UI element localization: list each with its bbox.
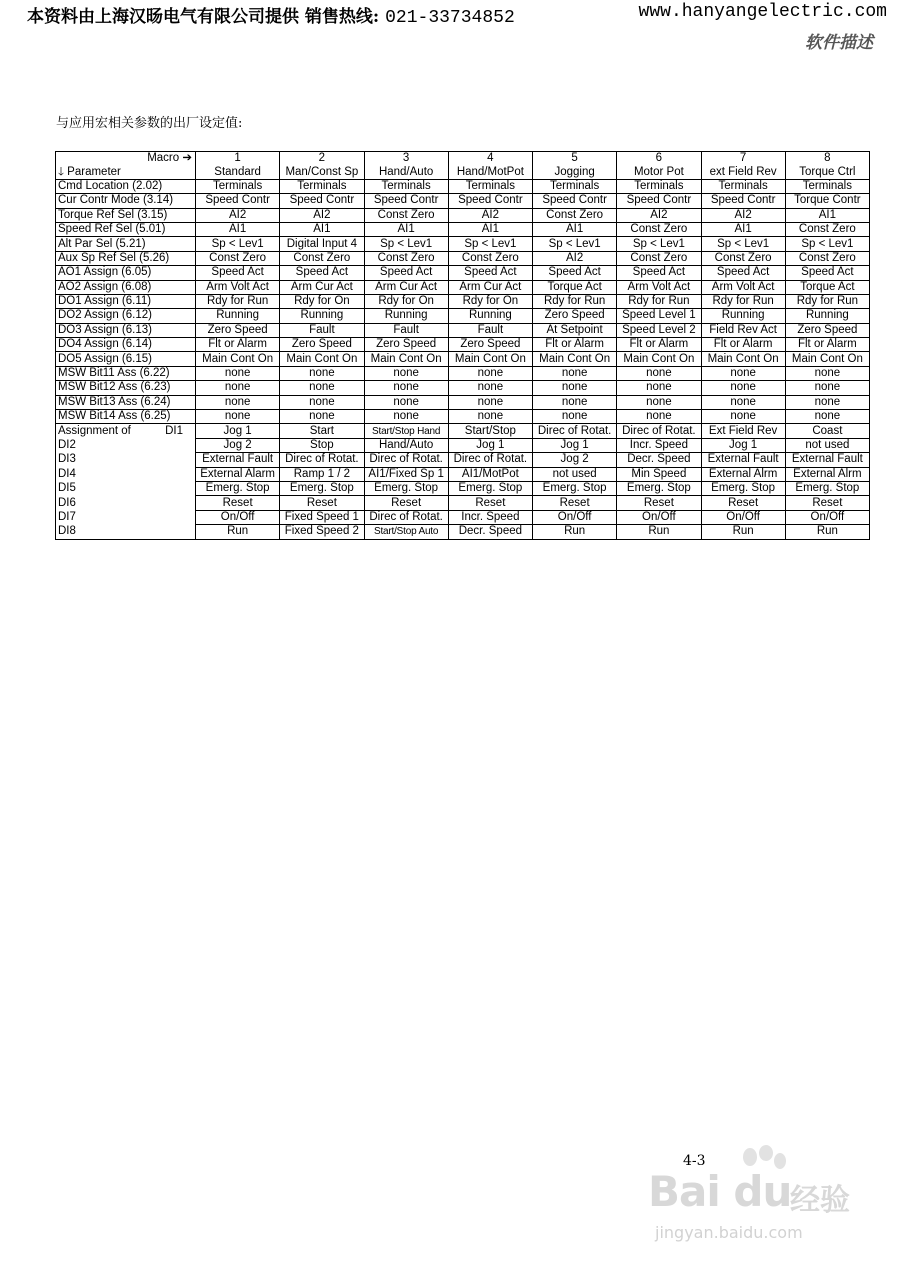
table-row xyxy=(56,410,870,424)
parameter-name: MSW Bit11 Ass (6.22) xyxy=(56,366,196,380)
parameter-value: none xyxy=(785,366,869,380)
di-value: Emerg. Stop xyxy=(364,481,448,495)
parameter-value: none xyxy=(196,381,280,395)
macro-number: 5 xyxy=(533,152,617,166)
parameter-value: Const Zero xyxy=(364,208,448,222)
parameter-value: Speed Contr xyxy=(533,194,617,208)
table-row-di xyxy=(56,481,870,495)
parameter-value: none xyxy=(701,381,785,395)
di-value: On/Off xyxy=(785,510,869,524)
di-value: External Alrm xyxy=(701,467,785,481)
di-name: DI5 xyxy=(56,481,196,495)
parameter-value: Arm Volt Act xyxy=(701,280,785,294)
parameter-value: Sp < Lev1 xyxy=(364,237,448,251)
parameter-name: MSW Bit13 Ass (6.24) xyxy=(56,395,196,409)
parameter-value: AI1 xyxy=(448,222,532,236)
parameter-value: Running xyxy=(280,309,364,323)
di-value: Reset xyxy=(280,496,364,510)
parameter-label: 🡓 Parameter xyxy=(56,165,196,179)
di-value: Fixed Speed 2 xyxy=(280,525,364,539)
parameter-value: none xyxy=(364,395,448,409)
di-value: Run xyxy=(196,525,280,539)
parameter-name: Aux Sp Ref Sel (5.26) xyxy=(56,251,196,265)
di-value: Reset xyxy=(617,496,701,510)
parameter-value: Speed Act xyxy=(280,266,364,280)
macro-number: 1 xyxy=(196,152,280,166)
di-value: External Alarm xyxy=(196,467,280,481)
parameter-value: Sp < Lev1 xyxy=(448,237,532,251)
parameter-value: Flt or Alarm xyxy=(701,338,785,352)
parameter-value: Fault xyxy=(448,323,532,337)
parameter-name: Cmd Location (2.02) xyxy=(56,179,196,193)
table-row xyxy=(56,338,870,352)
header-row-macro-numbers xyxy=(56,152,870,166)
parameter-value: none xyxy=(280,366,364,380)
parameter-value: none xyxy=(533,395,617,409)
parameter-value: none xyxy=(785,410,869,424)
parameter-value: Speed Level 1 xyxy=(617,309,701,323)
parameter-value: Rdy for Run xyxy=(533,294,617,308)
parameter-value: none xyxy=(701,395,785,409)
di-value: Direc of Rotat. xyxy=(280,453,364,467)
di-value: AI1/Fixed Sp 1 xyxy=(364,467,448,481)
parameter-value: Main Cont On xyxy=(701,352,785,366)
parameter-value: Sp < Lev1 xyxy=(196,237,280,251)
parameter-value: Speed Contr xyxy=(364,194,448,208)
parameter-name: AO2 Assign (6.08) xyxy=(56,280,196,294)
parameter-value: Torque Act xyxy=(785,280,869,294)
di-value: not used xyxy=(785,438,869,452)
parameter-value: none xyxy=(280,410,364,424)
macro-label: Macro ➔ xyxy=(56,152,196,166)
parameter-value: Rdy for Run xyxy=(617,294,701,308)
parameter-value: Torque Contr xyxy=(785,194,869,208)
di-value: Direc of Rotat. xyxy=(448,453,532,467)
parameter-value: Running xyxy=(364,309,448,323)
di-value: Incr. Speed xyxy=(617,438,701,452)
table-row-di xyxy=(56,467,870,481)
parameter-value: Running xyxy=(448,309,532,323)
parameter-value: none xyxy=(617,366,701,380)
di-value: Ramp 1 / 2 xyxy=(280,467,364,481)
parameter-value: Speed Act xyxy=(364,266,448,280)
parameter-value: Arm Volt Act xyxy=(196,280,280,294)
di-value: Start xyxy=(280,424,364,438)
table-row xyxy=(56,395,870,409)
parameter-value: Const Zero xyxy=(701,251,785,265)
macro-name: Torque Ctrl xyxy=(785,165,869,179)
parameter-value: Zero Speed xyxy=(280,338,364,352)
parameter-value: Speed Act xyxy=(701,266,785,280)
di-value: External Fault xyxy=(701,453,785,467)
parameter-value: Fault xyxy=(364,323,448,337)
parameter-value: Flt or Alarm xyxy=(785,338,869,352)
table-row xyxy=(56,323,870,337)
macro-number: 7 xyxy=(701,152,785,166)
table-row-di xyxy=(56,424,870,438)
parameter-value: AI1 xyxy=(196,222,280,236)
watermark-cn: 经验 xyxy=(790,1183,850,1218)
parameter-value: Rdy for On xyxy=(364,294,448,308)
parameter-value: At Setpoint xyxy=(533,323,617,337)
parameter-value: Const Zero xyxy=(280,251,364,265)
parameter-value: AI1 xyxy=(701,222,785,236)
di-value: Reset xyxy=(785,496,869,510)
di-name: DI8 xyxy=(56,525,196,539)
di-value: Run xyxy=(617,525,701,539)
di-value: Run xyxy=(701,525,785,539)
parameter-value: Arm Volt Act xyxy=(617,280,701,294)
parameter-value: none xyxy=(617,395,701,409)
parameter-value: Digital Input 4 xyxy=(280,237,364,251)
parameter-value: AI1 xyxy=(785,208,869,222)
parameter-value: none xyxy=(785,381,869,395)
di-value: Run xyxy=(785,525,869,539)
parameter-name: DO5 Assign (6.15) xyxy=(56,352,196,366)
table-row xyxy=(56,266,870,280)
di-value: Jog 2 xyxy=(196,438,280,452)
di-value: Decr. Speed xyxy=(617,453,701,467)
parameter-value: none xyxy=(533,381,617,395)
di-value: Direc of Rotat. xyxy=(617,424,701,438)
parameter-value: Flt or Alarm xyxy=(533,338,617,352)
parameter-value: Fault xyxy=(280,323,364,337)
parameter-value: none xyxy=(617,381,701,395)
parameter-value: Speed Level 2 xyxy=(617,323,701,337)
parameter-name: DO4 Assign (6.14) xyxy=(56,338,196,352)
parameter-value: AI2 xyxy=(533,251,617,265)
di-name: DI7 xyxy=(56,510,196,524)
di-name: DI2 xyxy=(56,438,196,452)
di-value: Stop xyxy=(280,438,364,452)
di-value: Decr. Speed xyxy=(448,525,532,539)
parameter-value: Main Cont On xyxy=(785,352,869,366)
parameter-value: Terminals xyxy=(701,179,785,193)
parameter-value: Const Zero xyxy=(617,222,701,236)
macro-number: 8 xyxy=(785,152,869,166)
intro-text: 与应用宏相关参数的出厂设定值: xyxy=(56,116,243,131)
parameter-value: Const Zero xyxy=(196,251,280,265)
parameter-value: Main Cont On xyxy=(364,352,448,366)
parameter-value: none xyxy=(701,410,785,424)
parameter-value: Const Zero xyxy=(364,251,448,265)
parameter-value: Const Zero xyxy=(785,222,869,236)
parameter-value: Field Rev Act xyxy=(701,323,785,337)
parameter-value: none xyxy=(364,366,448,380)
section-title: 软件描述 xyxy=(805,33,873,53)
parameter-value: Flt or Alarm xyxy=(617,338,701,352)
baidu-watermark xyxy=(640,1145,870,1255)
parameter-value: Main Cont On xyxy=(280,352,364,366)
watermark-logo: Bai du xyxy=(648,1167,792,1216)
parameter-value: Speed Act xyxy=(196,266,280,280)
di-value: Reset xyxy=(533,496,617,510)
di-value: External Fault xyxy=(785,453,869,467)
di-value: Jog 1 xyxy=(448,438,532,452)
di-value: Emerg. Stop xyxy=(280,481,364,495)
parameter-value: none xyxy=(785,395,869,409)
parameter-value: Main Cont On xyxy=(448,352,532,366)
parameter-value: none xyxy=(364,381,448,395)
di-value: Direc of Rotat. xyxy=(364,510,448,524)
parameter-name: Speed Ref Sel (5.01) xyxy=(56,222,196,236)
parameter-value: Speed Act xyxy=(617,266,701,280)
di-value: Reset xyxy=(701,496,785,510)
parameter-name: Torque Ref Sel (3.15) xyxy=(56,208,196,222)
parameter-value: Zero Speed xyxy=(196,323,280,337)
parameter-value: Arm Cur Act xyxy=(364,280,448,294)
di-value: Emerg. Stop xyxy=(533,481,617,495)
di-value: Reset xyxy=(196,496,280,510)
macro-name: Motor Pot xyxy=(617,165,701,179)
parameter-value: Sp < Lev1 xyxy=(617,237,701,251)
parameter-value: none xyxy=(196,366,280,380)
parameter-value: Terminals xyxy=(785,179,869,193)
di-value: Jog 1 xyxy=(701,438,785,452)
table-row xyxy=(56,237,870,251)
parameter-value: none xyxy=(196,410,280,424)
banner-phone: 021-33734852 xyxy=(385,8,515,28)
parameter-value: Terminals xyxy=(617,179,701,193)
di-value: Jog 1 xyxy=(533,438,617,452)
parameter-name: DO2 Assign (6.12) xyxy=(56,309,196,323)
table-row xyxy=(56,381,870,395)
parameter-value: AI2 xyxy=(617,208,701,222)
di-value: On/Off xyxy=(196,510,280,524)
di-value: Emerg. Stop xyxy=(448,481,532,495)
di-value: Direc of Rotat. xyxy=(364,453,448,467)
macro-name: Hand/MotPot xyxy=(448,165,532,179)
di-value: Run xyxy=(533,525,617,539)
header-row-macro-names xyxy=(56,165,870,179)
parameter-value: Sp < Lev1 xyxy=(701,237,785,251)
di-value: Jog 1 xyxy=(196,424,280,438)
table-row-di xyxy=(56,525,870,539)
parameter-value: none xyxy=(533,410,617,424)
di-value: Emerg. Stop xyxy=(785,481,869,495)
parameter-value: none xyxy=(448,410,532,424)
macro-name: Jogging xyxy=(533,165,617,179)
parameter-value: Terminals xyxy=(196,179,280,193)
parameter-value: Terminals xyxy=(364,179,448,193)
macro-number: 2 xyxy=(280,152,364,166)
parameter-value: none xyxy=(280,381,364,395)
table-row-di xyxy=(56,453,870,467)
parameter-value: Running xyxy=(785,309,869,323)
parameter-value: none xyxy=(533,366,617,380)
parameter-value: Rdy for Run xyxy=(196,294,280,308)
macro-name: Man/Const Sp xyxy=(280,165,364,179)
parameter-value: Sp < Lev1 xyxy=(785,237,869,251)
macro-number: 6 xyxy=(617,152,701,166)
di-value: Incr. Speed xyxy=(448,510,532,524)
table-row xyxy=(56,366,870,380)
di-value: Jog 2 xyxy=(533,453,617,467)
parameter-value: Const Zero xyxy=(785,251,869,265)
macro-parameter-table xyxy=(55,151,870,540)
parameter-value: none xyxy=(701,366,785,380)
parameter-name: DO3 Assign (6.13) xyxy=(56,323,196,337)
table-row xyxy=(56,194,870,208)
di-value: Emerg. Stop xyxy=(196,481,280,495)
parameter-value: AI1 xyxy=(280,222,364,236)
di-value: External Fault xyxy=(196,453,280,467)
parameter-value: Speed Act xyxy=(533,266,617,280)
parameter-value: Rdy for On xyxy=(448,294,532,308)
parameter-name: MSW Bit14 Ass (6.25) xyxy=(56,410,196,424)
di-value: Reset xyxy=(448,496,532,510)
di-value: Fixed Speed 1 xyxy=(280,510,364,524)
macro-number: 3 xyxy=(364,152,448,166)
di-value: Ext Field Rev xyxy=(701,424,785,438)
banner-company-text: 本资料由上海汉旸电气有限公司提供 销售热线: xyxy=(27,7,380,27)
di-value: Start/Stop Auto xyxy=(364,525,448,539)
parameter-value: Speed Act xyxy=(448,266,532,280)
table-row xyxy=(56,294,870,308)
parameter-value: Arm Cur Act xyxy=(280,280,364,294)
parameter-value: Flt or Alarm xyxy=(196,338,280,352)
table-row xyxy=(56,179,870,193)
table-row-di xyxy=(56,438,870,452)
parameter-name: Alt Par Sel (5.21) xyxy=(56,237,196,251)
parameter-value: Torque Act xyxy=(533,280,617,294)
di-name: DI6 xyxy=(56,496,196,510)
page-number: 4-3 xyxy=(683,1153,706,1169)
table-row xyxy=(56,222,870,236)
parameter-value: Speed Act xyxy=(785,266,869,280)
parameter-value: Rdy for Run xyxy=(701,294,785,308)
parameter-value: Zero Speed xyxy=(533,309,617,323)
di-value: Start/Stop xyxy=(448,424,532,438)
di-name: DI3 xyxy=(56,453,196,467)
di-value: External Alrm xyxy=(785,467,869,481)
parameter-value: none xyxy=(448,395,532,409)
header-banner xyxy=(27,2,887,28)
banner-website: www.hanyangelectric.com xyxy=(638,2,887,22)
parameter-value: Running xyxy=(196,309,280,323)
parameter-value: Terminals xyxy=(280,179,364,193)
parameter-value: none xyxy=(196,395,280,409)
di-value: Hand/Auto xyxy=(364,438,448,452)
parameter-name: DO1 Assign (6.11) xyxy=(56,294,196,308)
di-value: not used xyxy=(533,467,617,481)
parameter-name: Cur Contr Mode (3.14) xyxy=(56,194,196,208)
di-value: Min Speed xyxy=(617,467,701,481)
parameter-value: none xyxy=(617,410,701,424)
parameter-value: none xyxy=(280,395,364,409)
di-value: Coast xyxy=(785,424,869,438)
parameter-value: AI2 xyxy=(280,208,364,222)
di-value: Direc of Rotat. xyxy=(533,424,617,438)
table-row xyxy=(56,280,870,294)
parameter-value: Rdy for On xyxy=(280,294,364,308)
parameter-name: MSW Bit12 Ass (6.23) xyxy=(56,381,196,395)
parameter-value: AI2 xyxy=(701,208,785,222)
parameter-value: Zero Speed xyxy=(448,338,532,352)
table-row-di xyxy=(56,496,870,510)
watermark-url: jingyan.baidu.com xyxy=(655,1223,803,1242)
parameter-value: Terminals xyxy=(448,179,532,193)
assignment-cell xyxy=(56,424,196,438)
parameter-value: Const Zero xyxy=(533,208,617,222)
di-value: Reset xyxy=(364,496,448,510)
parameter-name: AO1 Assign (6.05) xyxy=(56,266,196,280)
parameter-value: Speed Contr xyxy=(448,194,532,208)
parameter-value: Rdy for Run xyxy=(785,294,869,308)
di-value: AI1/MotPot xyxy=(448,467,532,481)
parameter-value: Main Cont On xyxy=(533,352,617,366)
parameter-value: Main Cont On xyxy=(617,352,701,366)
macro-name: Hand/Auto xyxy=(364,165,448,179)
parameter-value: Zero Speed xyxy=(785,323,869,337)
parameter-value: Sp < Lev1 xyxy=(533,237,617,251)
parameter-value: Zero Speed xyxy=(364,338,448,352)
parameter-value: Terminals xyxy=(533,179,617,193)
parameter-value: AI2 xyxy=(448,208,532,222)
parameter-value: none xyxy=(364,410,448,424)
parameter-value: Running xyxy=(701,309,785,323)
parameter-value: none xyxy=(448,381,532,395)
parameter-value: AI1 xyxy=(364,222,448,236)
di-value: Emerg. Stop xyxy=(701,481,785,495)
table-row-di xyxy=(56,510,870,524)
parameter-value: Arm Cur Act xyxy=(448,280,532,294)
parameter-value: Main Cont On xyxy=(196,352,280,366)
parameter-value: Speed Contr xyxy=(701,194,785,208)
parameter-value: AI1 xyxy=(533,222,617,236)
di-value: On/Off xyxy=(617,510,701,524)
di-name: DI1 xyxy=(165,424,183,437)
parameter-value: Const Zero xyxy=(448,251,532,265)
parameter-value: Speed Contr xyxy=(196,194,280,208)
macro-number: 4 xyxy=(448,152,532,166)
table-row xyxy=(56,208,870,222)
macro-name: ext Field Rev xyxy=(701,165,785,179)
table-row xyxy=(56,251,870,265)
di-value: On/Off xyxy=(533,510,617,524)
table-row xyxy=(56,309,870,323)
di-value: Emerg. Stop xyxy=(617,481,701,495)
parameter-value: AI2 xyxy=(196,208,280,222)
parameter-value: Speed Contr xyxy=(280,194,364,208)
macro-name: Standard xyxy=(196,165,280,179)
parameter-value: none xyxy=(448,366,532,380)
parameter-value: Const Zero xyxy=(617,251,701,265)
parameter-value: Speed Contr xyxy=(617,194,701,208)
di-value: Start/Stop Hand xyxy=(364,424,448,438)
assignment-label: Assignment of xyxy=(58,424,131,437)
di-name: DI4 xyxy=(56,467,196,481)
table-row xyxy=(56,352,870,366)
di-value: On/Off xyxy=(701,510,785,524)
